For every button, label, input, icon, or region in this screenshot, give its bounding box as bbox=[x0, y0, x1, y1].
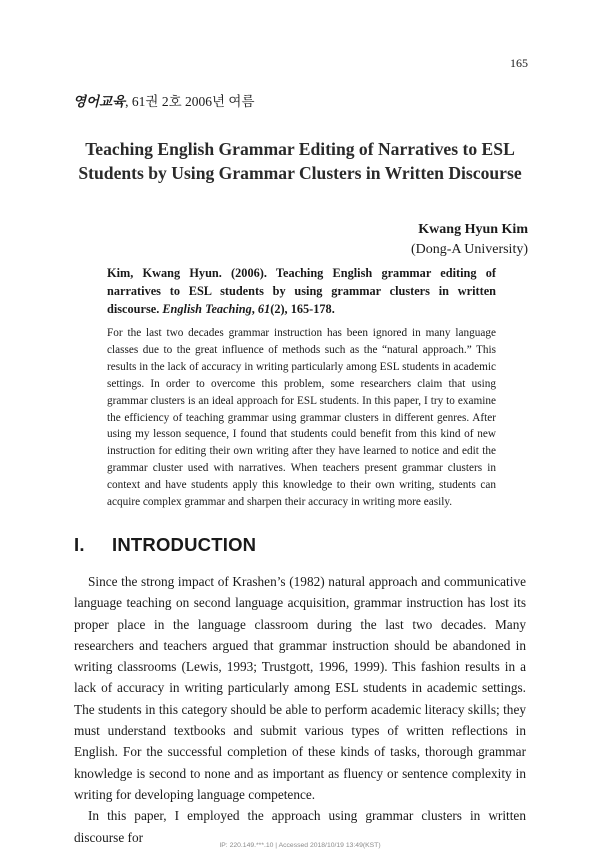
author-name: Kwang Hyun Kim bbox=[418, 222, 528, 237]
author-affiliation: (Dong-A University) bbox=[410, 242, 528, 257]
paper-title bbox=[60, 137, 540, 185]
citation-issue-pages: (2), 165-178. bbox=[270, 302, 335, 316]
citation-lead: Kim, Kwang Hyun. (2006). Teaching English grammar editing of narratives to ESL students by using grammar clusters in written discourse. bbox=[107, 266, 496, 316]
body-paragraph-2: In this paper, I employed the approach using grammar clusters in written discourse for bbox=[74, 808, 526, 845]
citation-volume: 61 bbox=[257, 302, 271, 316]
body-text bbox=[74, 571, 526, 848]
citation bbox=[107, 264, 496, 318]
body-paragraph-1: Since the strong impact of Krashen’s (1982) natural approach and communicative language teaching on second language acquisition, grammar instruction has lost its proper place in the language classroom during the last two decades. Many researchers and teachers argued that grammar instruction should be abandoned in writing classrooms (Lewis, 1993; Trustgott, 1996, 1999). This fashion results in a lack of accuracy in writing particularly among ESL students in academic settings. The students in this category should be able to perform academic literacy skills; they must understand textbooks and submit various types of written reflections in English. For the successful completion of these kinds of tasks, thorough grammar knowledge is second to none and as important as fluency or sentence complexity in writing for developing language competence. bbox=[74, 574, 526, 802]
paper-title-line-2: Students by Using Grammar Clusters in Written Discourse bbox=[78, 163, 522, 183]
page-number: 165 bbox=[510, 56, 528, 70]
section-heading bbox=[74, 534, 256, 556]
access-footer: IP: 220.149.***.10 | Accessed 2018/10/19 13:49(KST) bbox=[219, 842, 381, 849]
abstract: For the last two decades grammar instruction has been ignored in many language classes due to the great influence of methods such as the “natural approach.” This results in the lack of accuracy in writing particularly among ESL students in academic settings. In order to overcome this problem, some researchers claim that using grammar clusters is an ideal approach for ESL students. In this paper, I try to examine the efficiency of teaching grammar using grammar clusters in different genres. After using my lesson sequence, I found that students could benefit from this kind of new instruction for editing their own writing after they have learned to notice and edit the grammar cluster used with narratives. When teachers present grammar clusters in context and have students apply this knowledge to their own writing, students can acquire complex grammar and sharpen their accuracy in writing more easily. bbox=[107, 327, 496, 509]
journal-header bbox=[73, 90, 255, 110]
citation-separator: , bbox=[251, 302, 258, 316]
journal-name: 영어교육 bbox=[73, 94, 126, 109]
journal-volume: , 61권 2호 2006년 여름 bbox=[125, 94, 255, 109]
paper-title-line-1: Teaching English Grammar Editing of Narratives to ESL bbox=[85, 139, 515, 159]
section-number: I. bbox=[74, 534, 85, 555]
author-block bbox=[411, 220, 528, 260]
section-title: INTRODUCTION bbox=[112, 534, 257, 555]
citation-journal: English Teaching bbox=[162, 302, 252, 316]
